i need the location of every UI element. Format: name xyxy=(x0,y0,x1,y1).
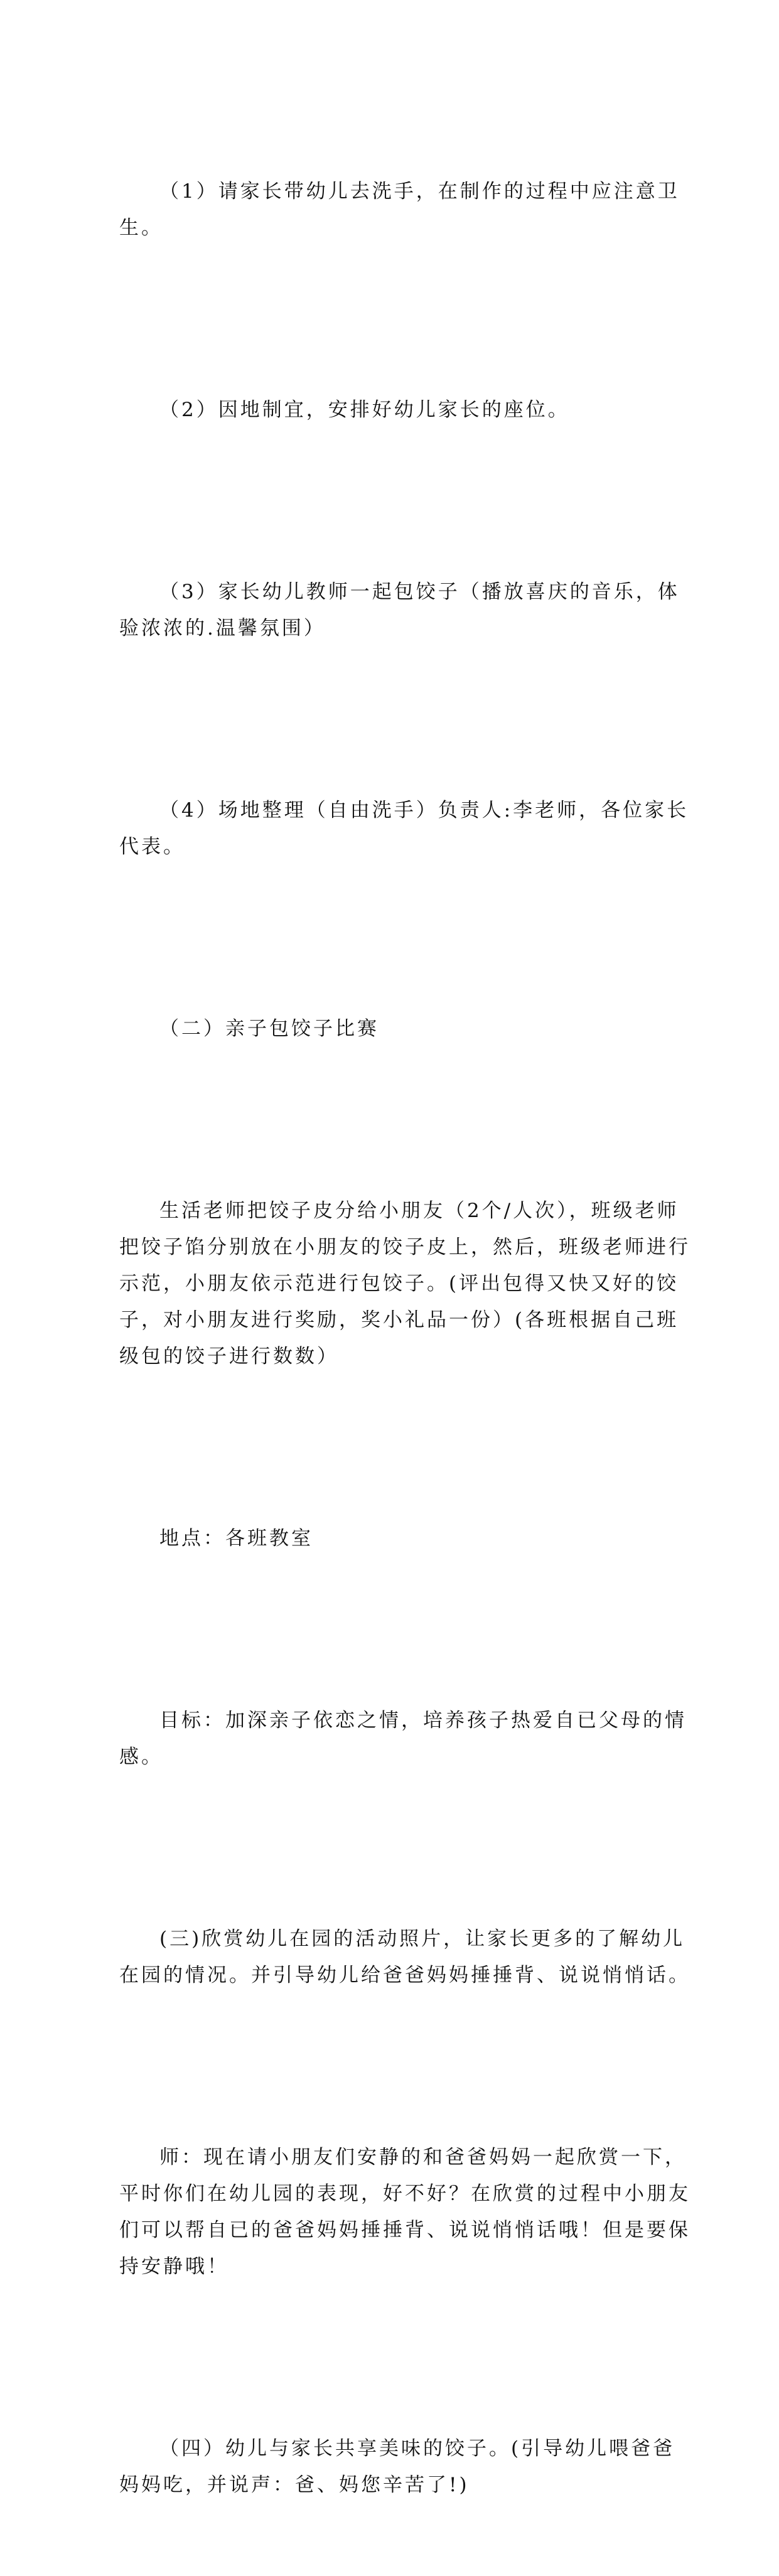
section-heading-4 xyxy=(119,2358,675,2576)
text-line: （4）场地整理（自由洗手）负责人:李老师，各位家长 xyxy=(159,799,689,822)
text-line: 平时你们在幼儿园的表现，好不好？在欣赏的过程中小朋友 xyxy=(119,2182,690,2205)
text-line: 目标：加深亲子依恋之情，培养孩子热爱自已父母的情 xyxy=(159,1709,687,1732)
text-line: 师：现在请小朋友们安静的和爸爸妈妈一起欣赏一下， xyxy=(159,2146,687,2169)
paragraph-4 xyxy=(119,719,689,938)
text-line: （二）亲子包饺子比赛 xyxy=(159,1017,379,1040)
document-page xyxy=(119,100,690,2576)
text-line: (三)欣赏幼儿在园的活动照片，让家长更多的了解幼儿 xyxy=(159,1928,685,1950)
paragraph-3 xyxy=(119,501,680,719)
text-line: 持安静哦！ xyxy=(119,2255,229,2278)
teacher-speech-paragraph xyxy=(119,2066,690,2358)
text-line: （1）请家长带幼儿去洗手，在制作的过程中应注意卫 xyxy=(159,180,680,203)
paragraph-2 xyxy=(119,319,658,501)
text-line: （四）幼儿与家长共享美味的饺子。(引导幼儿喂爸爸 xyxy=(159,2437,675,2460)
text-line: 代表。 xyxy=(119,835,185,858)
goal-paragraph xyxy=(119,1629,687,1848)
text-line: 生。 xyxy=(119,217,163,239)
text-line: 子，对小朋友进行奖励，奖小礼品一份）(各班根据自己班 xyxy=(119,1309,679,1331)
text-line: 地点：各班教室 xyxy=(159,1527,313,1550)
section-heading-3 xyxy=(119,1848,690,2066)
text-line: 把饺子馅分别放在小朋友的饺子皮上，然后，班级老师进行 xyxy=(119,1236,690,1258)
section-heading-2 xyxy=(119,938,658,1120)
text-line: 示范，小朋友依示范进行包饺子。(评出包得又快又好的饺 xyxy=(119,1272,679,1295)
text-line: 感。 xyxy=(119,1746,163,1768)
paragraph-1 xyxy=(119,100,680,319)
text-line: 级包的饺子进行数数） xyxy=(119,1345,339,1368)
text-line: 验浓浓的.温馨氛围） xyxy=(119,617,326,640)
text-line: （2）因地制宜，安排好幼儿家长的座位。 xyxy=(159,399,570,421)
paragraph-6 xyxy=(119,1120,690,1447)
text-line: 在园的情况。并引导幼儿给爸爸妈妈捶捶背、说说悄悄话。 xyxy=(119,1964,690,1987)
text-line: （3）家长幼儿教师一起包饺子（播放喜庆的音乐，体 xyxy=(159,581,680,603)
text-line: 们可以帮自已的爸爸妈妈捶捶背、说说悄悄话哦！但是要保 xyxy=(119,2219,690,2241)
text-line: 妈妈吃，并说声：爸、妈您辛苦了!) xyxy=(119,2474,470,2496)
text-line: 生活老师把饺子皮分给小朋友（2个/人次），班级老师 xyxy=(159,1199,679,1222)
location-line xyxy=(119,1447,658,1629)
